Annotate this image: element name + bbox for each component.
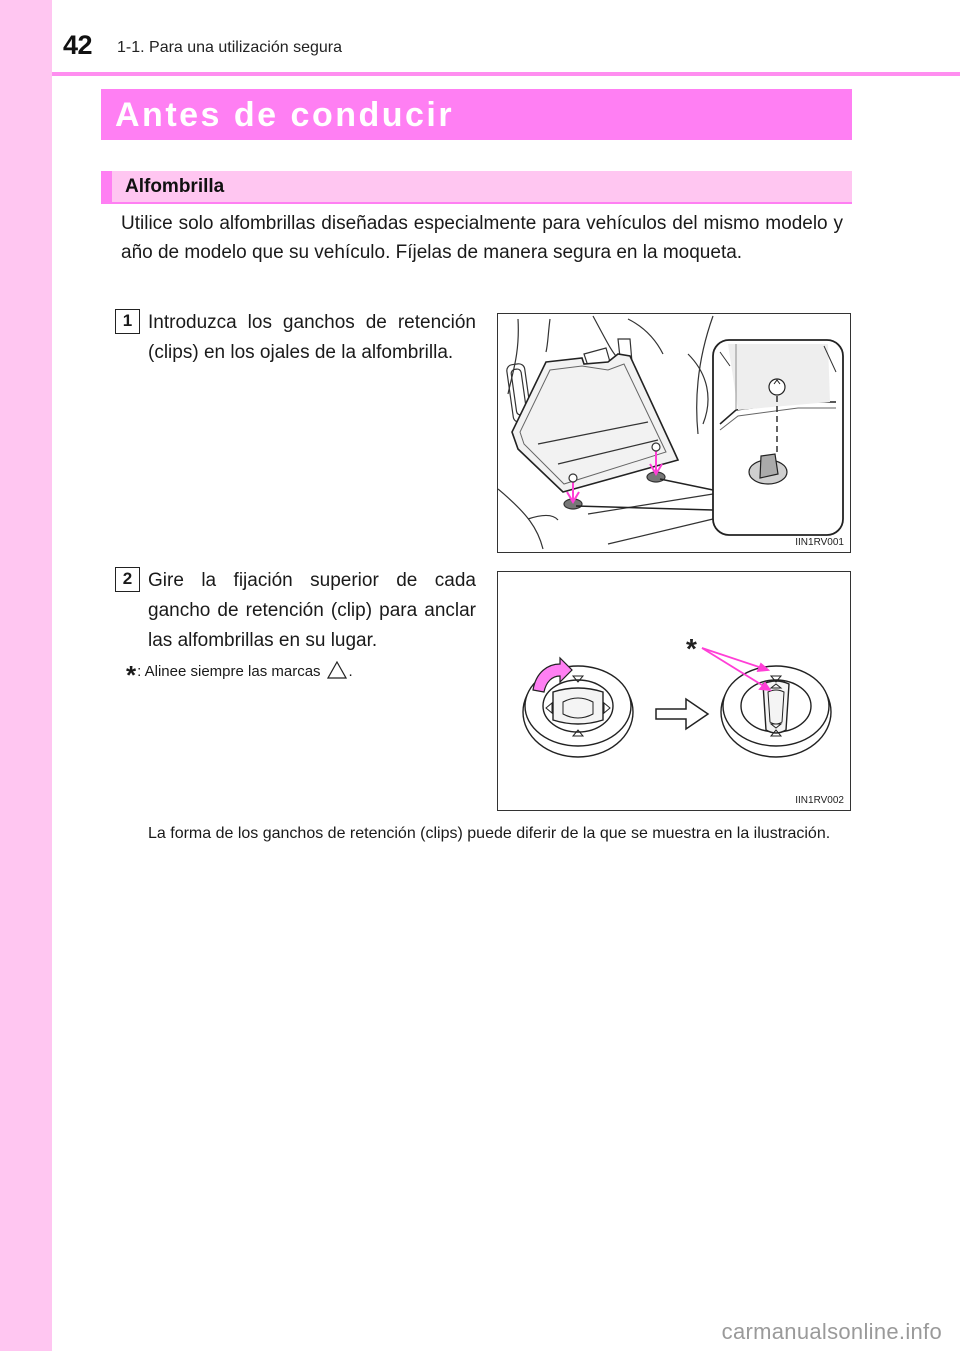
step-2-text: Gire la fijación superior de cada gancho de retención (clip) para anclar las alfombrillas en su lugar. [148,570,476,651]
chapter-title: 1-1. Para una utilización segura [117,39,343,56]
header-rule [52,72,960,76]
watermark: carmanualsonline.info [721,1319,942,1344]
floor-mat-illustration [498,314,849,551]
figure-clip-rotation [497,571,851,811]
zoom-callout [713,340,843,535]
section-title: Antes de conducir [115,96,455,134]
figure-1-code: IIN1RV001 [795,537,844,548]
note-suffix: . [348,663,353,680]
transition-arrow-icon [656,699,708,729]
clip-shape-caption: La forma de los ganchos de retención (clips) puede diferir de la que se muestra en la ilustración. [148,825,831,842]
subsection-title: Alfombrilla [125,176,225,197]
step-1-badge: 1 [115,309,140,334]
note-text: : Alinee siempre las marcas [137,663,321,680]
step-1-text: Introduzca los ganchos de retención (clips) en los ojales de la alfombrilla. [148,312,476,363]
triangle-mark-icon [327,661,347,679]
left-margin-strip [0,0,52,1351]
page-number: 42 [63,30,93,60]
figure-2-code: IIN1RV002 [795,795,844,806]
figure-floor-mat-hooks [497,313,851,553]
figure-asterisk: * [686,633,697,664]
note-asterisk: * [126,660,137,690]
section-banner [101,89,852,140]
intro-paragraph: Utilice solo alfombrillas diseñadas especialmente para vehículos del mismo modelo y año de modelo que su vehículo. Fíjelas de manera segura en la moqueta. [121,213,843,263]
subsection-underline [101,202,852,204]
clip-rotation-illustration [498,572,849,809]
subsection-accent [101,171,112,202]
subsection-banner [101,171,852,202]
step-2-badge: 2 [115,567,140,592]
alignment-note [126,660,353,691]
